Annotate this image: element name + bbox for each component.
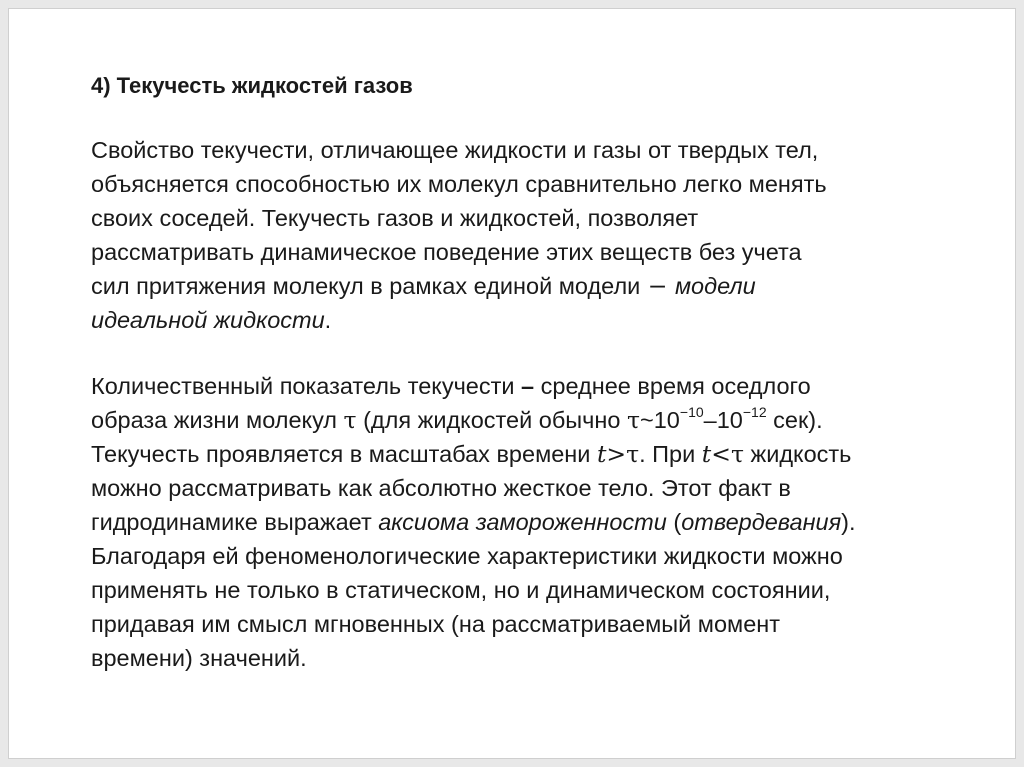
text-segment: ). [841, 509, 856, 535]
less-than-symbol: < [711, 440, 731, 468]
exponent: −12 [742, 404, 767, 420]
text-line [91, 303, 827, 337]
text-line [91, 505, 856, 539]
slide [8, 8, 1016, 759]
text-segment: Текучесть проявляется в масштабах времени [91, 441, 597, 467]
text-segment: Количественный показатель текучести [91, 373, 522, 399]
text-line: Благодаря ей феноменологические характеристики жидкости можно [91, 543, 843, 569]
text-segment: . [324, 307, 332, 333]
dash-bold: – [521, 373, 535, 399]
text-segment: ( [666, 509, 682, 535]
tau-symbol: τ [343, 406, 357, 434]
text-segment: образа жизни молекул [91, 407, 344, 433]
slide-title: 4) Текучесть жидкостей газов [91, 73, 413, 98]
text-line: придавая им смысл мгновенных (на рассматриваемый момент [91, 611, 781, 637]
time-variable: t [701, 440, 712, 468]
text-line: применять не только в статическом, но и динамическом состоянии, [91, 577, 831, 603]
text-segment: гидродинамике выражает [91, 509, 379, 535]
solidification-term: отвердевания [681, 509, 842, 535]
paragraph-fluidity-measure [91, 369, 856, 675]
ideal-fluid-model-term: модели [674, 273, 756, 299]
exponent: −10 [679, 404, 704, 420]
tau-symbol: τ [626, 440, 640, 468]
text-line: можно рассматривать как абсолютно жесткое тело. Этот факт в [91, 475, 791, 501]
text-segment: сек). [766, 407, 823, 433]
tau-symbol: τ [730, 440, 744, 468]
dash-symbol: − [640, 272, 675, 300]
text-segment: среднее время оседлого [534, 373, 811, 399]
text-segment: ~10 [640, 407, 680, 433]
ideal-fluid-term: идеальной жидкости [91, 307, 325, 333]
text-line [91, 403, 856, 437]
text-segment: жидкость [743, 441, 852, 467]
text-line [91, 437, 856, 471]
text-line [91, 269, 827, 303]
paragraph-fluidity-definition [91, 133, 827, 337]
text-segment: (для жидкостей обычно [356, 407, 627, 433]
text-segment: . При [639, 441, 702, 467]
text-line: рассматривать динамическое поведение этих веществ без учета [91, 239, 802, 265]
text-line: Свойство текучести, отличающее жидкости и газы от твердых тел, [91, 137, 819, 163]
text-line: времени) значений. [91, 645, 307, 671]
text-line: объясняется способностью их молекул сравнительно легко менять [91, 171, 827, 197]
time-variable: t [596, 440, 607, 468]
text-line [91, 369, 856, 403]
tau-symbol: τ [627, 406, 641, 434]
text-line: своих соседей. Текучесть газов и жидкостей, позволяет [91, 205, 699, 231]
greater-than-symbol: > [606, 440, 627, 468]
text-segment: сил притяжения молекул в рамках единой модели [91, 273, 641, 299]
freezing-axiom-term: аксиома замороженности [378, 509, 667, 535]
text-segment: –10 [703, 407, 743, 433]
